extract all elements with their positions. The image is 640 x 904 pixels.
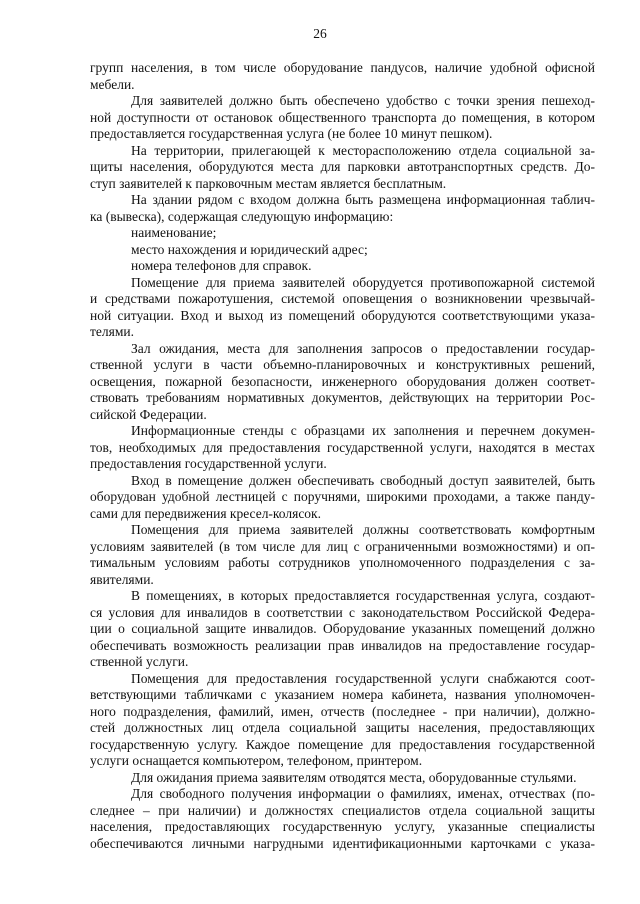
text-line: щиты населения, оборудуются места для парковки автотранспортных средств. До- [90, 159, 595, 174]
text-line: предоставляется государственная услуга (не более 10 минут пешком). [90, 126, 493, 141]
text-line: номера телефонов для справок. [131, 258, 312, 273]
paragraph [90, 143, 595, 193]
text-line: телями. [90, 324, 134, 339]
text-line: сийской Федерации. [90, 406, 207, 422]
text-line: ной ситуации. Вход и выход из помещений оборудуются соответствующими указа- [90, 307, 595, 323]
text-line: Для ожидания приема заявителям отводятся места, оборудованные стульями. [131, 769, 577, 785]
text-line: предоставления государственной услуги. [90, 456, 327, 471]
text-line: Информационные стенды с образцами их заполнения и перечнем докумен- [131, 423, 595, 438]
text-line: обеспечиваются личными нагрудными идентификационными карточками с указа- [90, 835, 595, 851]
text-line: населения, предоставляющих государственную услугу, указанные специалисты [90, 819, 595, 834]
text-line: ции о социальной защите инвалидов. Оборудование указанных помещений должно [90, 621, 595, 636]
text-line: На территории, прилегающей к месторасположению отдела социальной за- [131, 142, 595, 158]
text-line: и средствами пожаротушения, системой оповещения о возникновении чрезвычай- [90, 291, 595, 306]
paragraph [90, 341, 595, 424]
text-line: ся условия для инвалидов в соответствии с законодательством Российской Федера- [90, 604, 595, 620]
text-line: групп населения, в том числе оборудование пандусов, наличие удобной офисной [90, 60, 595, 75]
paragraph [90, 786, 595, 852]
text-line: На здании рядом с входом должна быть размещена информационная таблич- [131, 192, 595, 207]
paragraph [90, 423, 595, 473]
text-line: Зал ожидания, места для заполнения запросов о предоставлении государ- [131, 340, 595, 356]
text-line: Вход в помещение должен обеспечивать свободный доступ заявителей, быть [131, 472, 595, 488]
paragraph [90, 242, 595, 259]
paragraph [90, 473, 595, 523]
paragraph [90, 770, 595, 787]
text-line: место нахождения и юридический адрес; [131, 241, 368, 257]
text-line: Помещения для предоставления государственной услуги снабжаются соот- [131, 670, 595, 686]
text-line: ступ заявителей к парковочным местам является бесплатным. [90, 175, 447, 191]
paragraph [90, 258, 595, 275]
paragraph [90, 275, 595, 341]
text-line: ствовать требованиям нормативных документов, действующих на территории Рос- [90, 390, 595, 405]
document-body [90, 60, 595, 852]
text-line: Для заявителей должно быть обеспечено удобство с точки зрения пешеход- [131, 93, 595, 108]
text-line: Помещение для приема заявителей оборудуется противопожарной системой [131, 274, 595, 290]
text-line: Помещения для приема заявителей должны соответствовать комфортным [131, 522, 595, 537]
text-line: стей должностных лиц отдела социальной защиты населения, предоставляющих [90, 720, 595, 735]
text-line: следнее – при наличии) и должностях специалистов отдела социальной защиты [90, 802, 595, 818]
text-line: ного подразделения, фамилий, имен, отчеств (последнее - при наличии), должно- [90, 703, 595, 719]
paragraph [90, 225, 595, 242]
paragraph [90, 588, 595, 671]
text-line: сами для передвижения кресел-колясок. [90, 505, 321, 521]
page-number: 26 [313, 26, 327, 41]
text-line: освещения, пожарной безопасности, инженерного оборудования должен соответ- [90, 373, 595, 389]
text-line: оборудован удобной лестницей с поручнями, широкими проходами, а также панду- [90, 489, 595, 504]
text-line: Для свободного получения информации о фамилиях, именах, отчествах (по- [131, 786, 595, 801]
text-line: обеспечивать возможность реализации прав инвалидов на предоставление государ- [90, 637, 595, 653]
text-line: ка (вывеска), содержащая следующую информацию: [90, 208, 394, 224]
text-line: услуги оснащается компьютером, телефоном, принтером. [90, 753, 423, 768]
text-line: ственной услуги в части объемно-планировочных и конструктивных решений, [90, 357, 595, 372]
paragraph [90, 671, 595, 770]
text-line: наименование; [131, 225, 217, 240]
text-line: тимальным условиям работы сотрудников уполномоченного подразделения с за- [90, 555, 595, 570]
text-line: ной доступности от остановок общественного транспорта до помещения, в котором [90, 109, 595, 125]
text-line: тов, необходимых для предоставления государственной услуги, находятся в местах [90, 439, 595, 455]
paragraph [90, 93, 595, 143]
text-line: государственную услугу. Каждое помещение для предоставления государственной [90, 736, 595, 752]
text-line: явителями. [90, 571, 154, 587]
text-line: ственной услуги. [90, 654, 189, 669]
text-line: мебели. [90, 76, 135, 92]
paragraph [90, 60, 595, 93]
text-line: условиям заявителей (в том числе для лиц с ограниченными возможностями) и оп- [90, 538, 595, 554]
paragraph [90, 522, 595, 588]
paragraph [90, 192, 595, 225]
text-line: В помещениях, в которых предоставляется государственная услуга, создают- [131, 588, 595, 603]
text-line: ветствующими табличками с указанием номера кабинета, названия уполномочен- [90, 687, 595, 702]
